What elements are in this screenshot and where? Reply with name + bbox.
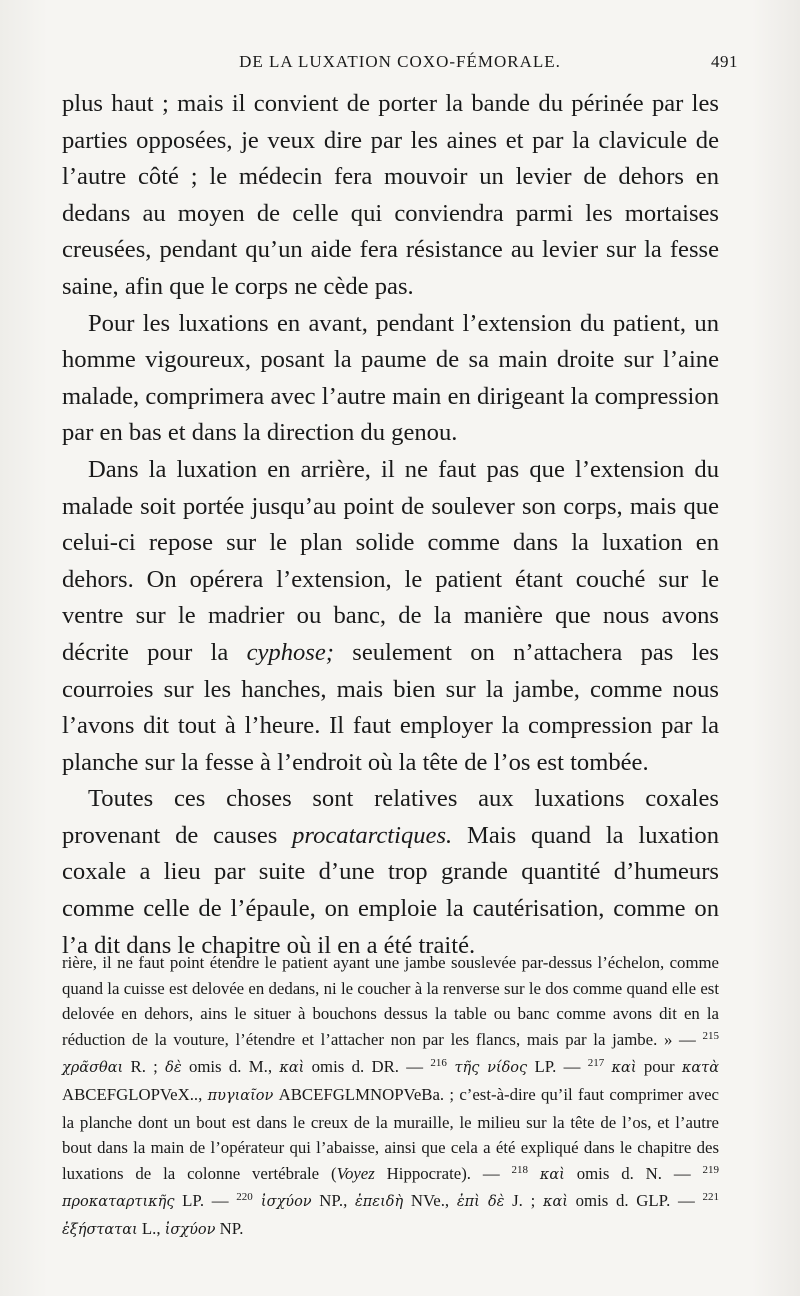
greek-text: καὶ xyxy=(539,1166,565,1183)
footnote-text: NP. xyxy=(215,1218,244,1238)
footnote-text: pour xyxy=(636,1057,682,1077)
body-paragraph xyxy=(62,781,719,964)
footnote-text: omis d. M., xyxy=(181,1057,280,1077)
footnote-text: J. ; xyxy=(504,1191,543,1211)
footnote-text: Hippocrate). — xyxy=(374,1163,512,1183)
greek-text: κατὰ xyxy=(681,1060,719,1077)
footnote-text xyxy=(604,1057,611,1076)
greek-text: τῆς νίδος xyxy=(446,1060,528,1077)
footnote-text: omis d. DR. — xyxy=(304,1057,431,1077)
footnote-text: L., xyxy=(137,1218,165,1238)
footnote-text xyxy=(528,1164,540,1183)
greek-text: καὶ xyxy=(611,1060,637,1077)
footnote-text: omis d. GLP. — xyxy=(567,1191,703,1211)
footnote-paragraph xyxy=(62,950,719,1244)
greek-text: ἰσχύον xyxy=(164,1221,216,1238)
main-text xyxy=(62,86,719,964)
running-header xyxy=(62,52,738,76)
footnote-text: ABCEFGLOPVeX.., xyxy=(62,1084,208,1104)
footnote-text: LP. — xyxy=(174,1191,237,1211)
greek-text: δὲ xyxy=(165,1060,182,1077)
footnote-number: 215 xyxy=(702,1029,719,1042)
text-run: Dans la luxation en arrière, il ne faut pas que l’extension du malade soit portée jusqu’au point de soulever son corps, mais que celui-ci repose sur le plan solide comme dans la luxation en dehors. On opérera l’extension, le patient étant couché sur le ventre sur le madrier ou banc, de la manière que nous avons décrite pour la xyxy=(62,455,719,666)
text-run: Pour les luxations en avant, pendant l’extension du patient, un homme vigoureux, posant la paume de sa main droite sur l’aine malade, comprimera avec l’autre main en dirigeant la compression par en bas et dans la direction du genou. xyxy=(62,309,719,447)
footnote-number: 217 xyxy=(587,1057,605,1070)
greek-text: χρᾶσθαι xyxy=(62,1060,124,1077)
footnote-text: NVe., xyxy=(403,1191,457,1211)
greek-text: πυγιαῖον xyxy=(207,1087,274,1104)
body-paragraph xyxy=(62,86,719,306)
italic-term: cyphose; xyxy=(246,638,334,666)
footnote-text: R. ; xyxy=(123,1057,166,1077)
footnote-text: omis d. N. — xyxy=(564,1163,703,1183)
footnote-number: 216 xyxy=(430,1057,447,1070)
footnote-number: 219 xyxy=(702,1163,720,1176)
page-number: 491 xyxy=(711,52,738,71)
greek-text: προκαταρτικῆς xyxy=(62,1194,175,1211)
text-run: Mais quand la luxation coxale a lieu par suite d’une trop grande quantité d’humeurs comme celle de l’épaule, on emploie la cautérisation, comme on l’a dit dans le chapitre où il en a été traité. xyxy=(62,821,719,959)
greek-text: ἐπειδὴ xyxy=(355,1194,404,1211)
footnote-number: 218 xyxy=(511,1163,528,1176)
greek-text: καὶ xyxy=(279,1060,305,1077)
greek-text: καὶ xyxy=(542,1194,568,1211)
greek-text: ἐξήσταται xyxy=(62,1221,138,1238)
running-title: DE LA LUXATION COXO-FÉMORALE. xyxy=(239,52,561,71)
text-run: seulement on n’attachera pas les courroies sur les hanches, mais bien sur la jambe, comme nous l’avons dit tout à l’heure. Il faut employer la compression par la planche sur la fesse à l’endroit où la tête de l’os est tombée. xyxy=(62,638,719,776)
footnote-text: LP. — xyxy=(527,1057,588,1077)
greek-text: ἰσχύον xyxy=(252,1194,312,1211)
footnotes xyxy=(62,950,719,1244)
footnote-text: ABCEFGLMNOPVeBa. ; c’est-à-dire qu’il faut comprimer avec la planche dont un bout est dans le creux de la muraille, le milieu sur la tête de l’os, et l’autre bout dans la main de l’opérateur qui l’abaisse, ainsi que cela a été expliqué dans le chapitre des luxations de la colonne vertébrale ( xyxy=(62,1084,719,1183)
footnote-number: 221 xyxy=(702,1191,719,1204)
body-paragraph xyxy=(62,306,719,452)
body-paragraph xyxy=(62,452,719,781)
text-run: Toutes ces choses sont relatives aux luxations coxales provenant de causes xyxy=(62,785,719,849)
footnote-text: rière, il ne faut point étendre le patient ayant une jambe souslevée par-dessus l’échelon, comme quand la cuisse est delovée en dedans, ni le coucher à la renverse sur le dos comme quand elle est delovée en dehors, ains le situer à bouchons dessus la table ou banc comme avons dit en la réduction de la vouture, l’étendre et l’attacher non par les flancs, mais par la jambe. » — xyxy=(62,953,719,1049)
footnote-text: Voyez xyxy=(336,1163,375,1183)
footnote-number: 220 xyxy=(236,1191,253,1204)
italic-term: procatarctiques. xyxy=(292,821,453,849)
text-run: plus haut ; mais il convient de porter la bande du périnée par les parties opposées, je veux dire par les aines et par la clavicule de l’autre côté ; le médecin fera mouvoir un levier de dehors en dedans au moyen de celle qui conviendra parmi les mortaises creusées, pendant qu’un aide fera résistance au levier sur la fesse saine, afin que le corps ne cède pas. xyxy=(62,90,719,300)
greek-text: ἐπὶ δὲ xyxy=(456,1194,505,1211)
footnote-text: NP., xyxy=(311,1191,355,1211)
